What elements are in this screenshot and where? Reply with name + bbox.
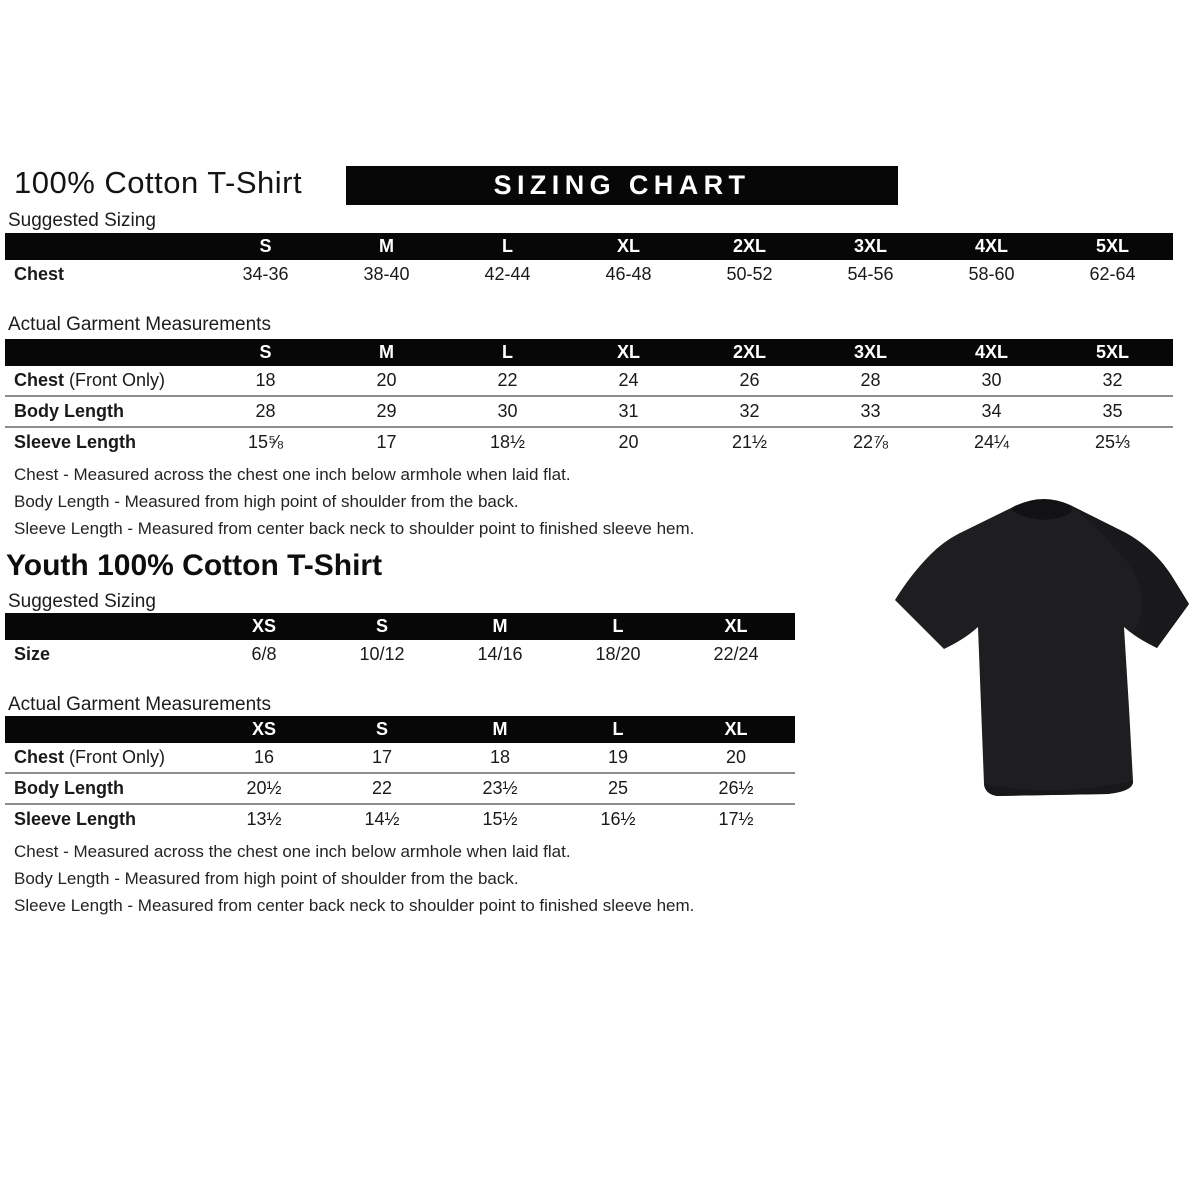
- table-row: [5, 640, 795, 669]
- table-cell: 21½: [731, 432, 768, 452]
- table-cell: 18½: [489, 432, 526, 452]
- table-cell: 50-52: [726, 264, 773, 284]
- sizing-chart-banner: [346, 166, 898, 205]
- table-cell: 38-40: [363, 264, 410, 284]
- table-cell: 30: [981, 370, 1002, 390]
- table-cell: 32: [1102, 370, 1123, 390]
- section-label-actual-measurements-adult: Actual Garment Measurements: [8, 314, 271, 335]
- table-cell: 46-48: [605, 264, 652, 284]
- table-body: [5, 366, 1173, 457]
- youth-garment-measurements-table: [5, 716, 795, 834]
- table-cell: 14/16: [477, 644, 523, 664]
- table-cell: 28: [255, 401, 276, 421]
- table-header-row: [5, 613, 795, 640]
- table-cell: 25: [607, 778, 629, 798]
- youth-measurement-notes: [14, 843, 694, 924]
- table-cell: 22⅞: [852, 432, 889, 452]
- table-body: [5, 640, 795, 669]
- table-cell: 62-64: [1089, 264, 1136, 284]
- table-body: [5, 260, 1173, 289]
- table-cell: 17: [371, 747, 393, 767]
- note-line: Chest - Measured across the chest one inch below armhole when laid flat.: [14, 465, 571, 484]
- row-label: Chest (Front Only): [14, 370, 166, 390]
- size-column-header: 3XL: [853, 342, 887, 362]
- table-cell: 15½: [482, 809, 518, 829]
- table-cell: 33: [860, 401, 881, 421]
- size-column-header: 2XL: [732, 342, 766, 362]
- youth-title: Youth 100% Cotton T-Shirt: [6, 549, 383, 582]
- size-column-header: XS: [251, 616, 276, 636]
- table-cell: 28: [860, 370, 881, 390]
- size-column-header: M: [492, 719, 508, 739]
- table-cell: 42-44: [484, 264, 531, 284]
- row-label: Size: [14, 644, 51, 664]
- row-label: Chest: [14, 264, 65, 284]
- table-cell: 25⅓: [1094, 432, 1131, 452]
- note-line: Body Length - Measured from high point of shoulder from the back.: [14, 869, 519, 888]
- size-column-header: S: [259, 236, 272, 256]
- section-label-actual-measurements-youth: Actual Garment Measurements: [8, 694, 271, 715]
- size-column-header: S: [375, 616, 388, 636]
- page-title: 100% Cotton T-Shirt: [14, 165, 303, 200]
- table-cell: 18: [255, 370, 276, 390]
- table-cell: 6/8: [251, 644, 277, 664]
- table-cell: 13½: [246, 809, 282, 829]
- table-cell: 35: [1102, 401, 1123, 421]
- adult-garment-measurements-table: [5, 339, 1173, 457]
- size-column-header: XL: [724, 719, 748, 739]
- size-column-header: 4XL: [974, 236, 1008, 256]
- table-cell: 58-60: [968, 264, 1015, 284]
- table-cell: 32: [739, 401, 760, 421]
- note-line: Sleeve Length - Measured from center back neck to shoulder point to finished sleeve hem.: [14, 896, 695, 915]
- table-cell: 16: [253, 747, 275, 767]
- table-row: [5, 426, 1173, 457]
- table-row: [5, 803, 795, 834]
- youth-suggested-sizing-table: [5, 613, 795, 669]
- note-line: Chest - Measured across the chest one inch below armhole when laid flat.: [14, 842, 571, 861]
- table-cell: 24¼: [973, 432, 1010, 452]
- table-cell: 34-36: [242, 264, 289, 284]
- size-column-header: 5XL: [1095, 236, 1129, 256]
- adult-suggested-sizing-table: [5, 233, 1173, 289]
- size-column-header: M: [379, 236, 394, 256]
- size-column-header: L: [612, 616, 624, 636]
- adult-measurement-notes: [14, 466, 694, 547]
- table-cell: 19: [607, 747, 629, 767]
- table-row: [5, 366, 1173, 395]
- size-column-header: XS: [251, 719, 276, 739]
- size-column-header: M: [379, 342, 394, 362]
- table-cell: 26½: [718, 778, 754, 798]
- table-header-row: [5, 233, 1173, 260]
- table-row: [5, 743, 795, 772]
- note-line: Body Length - Measured from high point of shoulder from the back.: [14, 492, 519, 511]
- sizing-chart-banner-label: SIZING CHART: [493, 170, 751, 200]
- table-cell: 10/12: [359, 644, 405, 664]
- size-column-header: 5XL: [1095, 342, 1129, 362]
- section-label-suggested-sizing-youth: Suggested Sizing: [8, 591, 156, 612]
- table-cell: 26: [739, 370, 760, 390]
- size-column-header: L: [502, 236, 513, 256]
- row-label: Body Length: [14, 778, 124, 798]
- black-tshirt-illustration: [893, 487, 1191, 809]
- size-column-header: 3XL: [853, 236, 887, 256]
- tshirt-body: [895, 499, 1189, 796]
- size-column-header: S: [375, 719, 388, 739]
- size-column-header: L: [612, 719, 624, 739]
- table-row: [5, 772, 795, 803]
- table-cell: 20: [725, 747, 747, 767]
- row-label: Sleeve Length: [14, 809, 137, 829]
- table-cell: 20: [618, 432, 639, 452]
- size-column-header: XL: [724, 616, 748, 636]
- table-cell: 30: [497, 401, 518, 421]
- table-body: [5, 743, 795, 834]
- section-label-suggested-sizing-adult: Suggested Sizing: [8, 210, 156, 231]
- table-header-row: [5, 339, 1173, 366]
- note-line: Sleeve Length - Measured from center back neck to shoulder point to finished sleeve hem.: [14, 519, 695, 538]
- table-cell: 15⅝: [247, 432, 284, 452]
- table-cell: 16½: [600, 809, 636, 829]
- size-column-header: 4XL: [974, 342, 1008, 362]
- tshirt-product-image: [893, 487, 1191, 809]
- table-cell: 54-56: [847, 264, 894, 284]
- size-column-header: L: [502, 342, 513, 362]
- table-cell: 17: [376, 432, 397, 452]
- table-cell: 22/24: [713, 644, 759, 664]
- size-column-header: S: [259, 342, 272, 362]
- table-cell: 22: [371, 778, 393, 798]
- row-label: Body Length: [14, 401, 124, 421]
- table-cell: 31: [618, 401, 639, 421]
- table-cell: 24: [618, 370, 639, 390]
- table-cell: 18: [489, 747, 511, 767]
- table-cell: 14½: [364, 809, 400, 829]
- table-cell: 17½: [718, 809, 754, 829]
- table-cell: 18/20: [595, 644, 641, 664]
- table-row: [5, 395, 1173, 426]
- size-column-header: 2XL: [732, 236, 766, 256]
- row-label: Sleeve Length: [14, 432, 137, 452]
- table-cell: 20: [376, 370, 397, 390]
- table-cell: 20½: [246, 778, 282, 798]
- table-cell: 34: [981, 401, 1002, 421]
- row-label: Chest (Front Only): [14, 747, 166, 767]
- size-column-header: M: [492, 616, 508, 636]
- size-column-header: XL: [616, 342, 640, 362]
- table-cell: 22: [497, 370, 518, 390]
- table-cell: 29: [376, 401, 397, 421]
- table-header-row: [5, 716, 795, 743]
- size-column-header: XL: [616, 236, 640, 256]
- table-row: [5, 260, 1173, 289]
- table-cell: 23½: [482, 778, 518, 798]
